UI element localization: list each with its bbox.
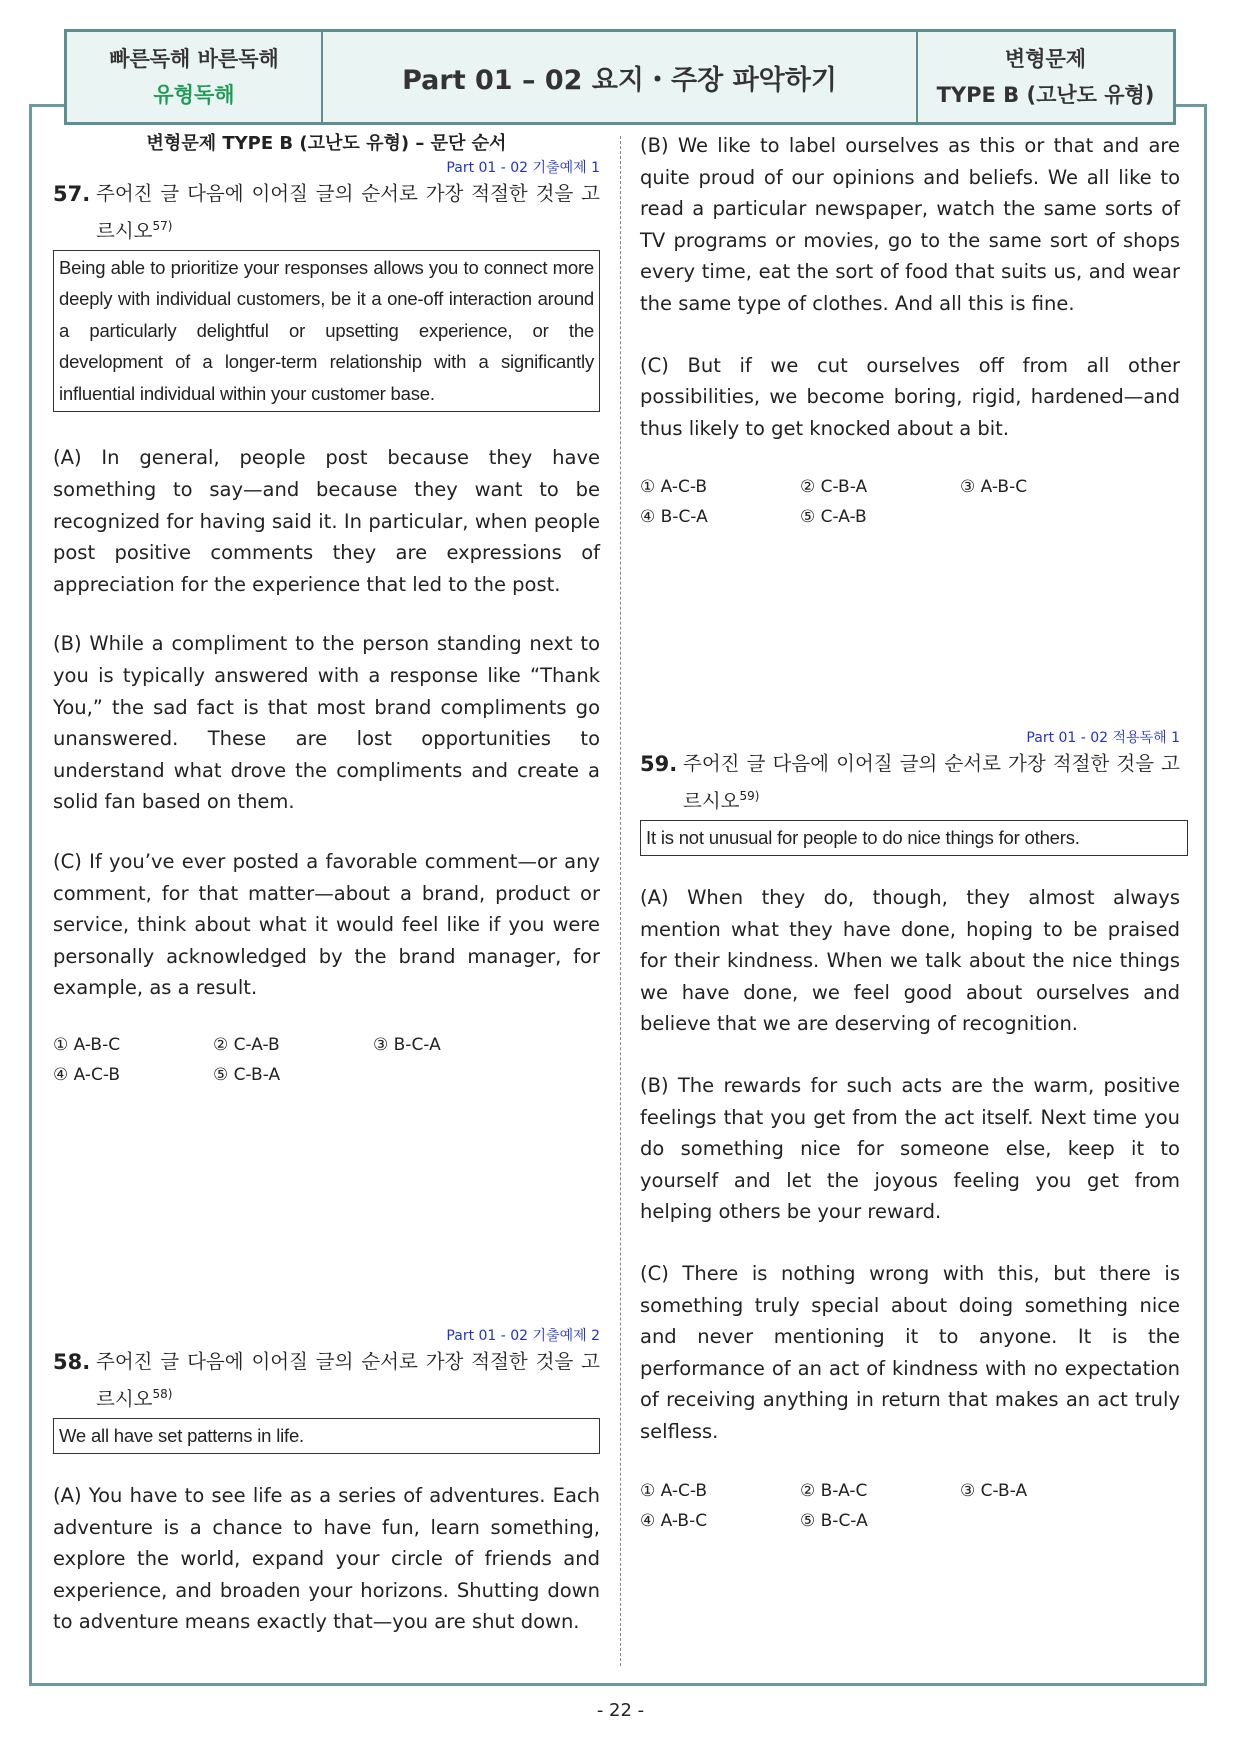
page-header bbox=[64, 29, 1176, 125]
q59-prompt: 주어진 글 다음에 이어질 글의 순서로 가장 적절한 것을 고르시오 bbox=[683, 752, 1180, 813]
right-column bbox=[640, 130, 1180, 532]
q59-paragraph-c: (C) There is nothing wrong with this, but there is something truly special about doing something nice and never mentioning it to anyone. It is the performance of an act of kindness with no expectation of receiving anything in return that makes an act truly selfless. bbox=[640, 1262, 1180, 1443]
q59-option-3[interactable]: ③ C-B-A bbox=[960, 1480, 1028, 1501]
book-title-line2: 유형독해 bbox=[153, 83, 235, 107]
q59-footnote: 59) bbox=[739, 789, 760, 803]
q57-option-5[interactable]: ⑤ C-B-A bbox=[213, 1064, 281, 1085]
q59-paragraph-a: (A) When they do, though, they almost always mention what they have done, hoping to be praised for their kindness. When we talk about the nice things we have done, we feel good about ourselves and believe that we are deserving of recognition. bbox=[640, 886, 1180, 1036]
q58-paragraph-c: (C) But if we cut ourselves off from all other possibilities, we become boring, rigid, hardened—and thus likely to get knocked about a bit. bbox=[640, 353, 1180, 440]
q57-paragraph-b: (B) While a compliment to the person standing next to you is typically answered with a response like “Thank You,” the sad fact is that most brand compliments go unanswered. These are lost opportunities to understand what drove the compliments and create a solid fan based on them. bbox=[53, 632, 600, 814]
header-chapter-title bbox=[323, 32, 918, 122]
q57-given-text: Being able to prioritize your responses allows you to connect more deeply with individual customers, be it a one-off interaction around a particularly delightful or upsetting experience, or the development of a longer-term relationship with a significantly influential individual within your customer base. bbox=[53, 250, 600, 413]
q58-option-1[interactable]: ① A-C-B bbox=[640, 477, 708, 498]
column-divider bbox=[620, 136, 621, 1666]
q57-paragraph-a: (A) In general, people post because they have something to say—and because they want to be recognized for having said it. In particular, when people post positive comments they are expressions of appreciation for the experience that led to the post. bbox=[53, 446, 600, 596]
left-column-q58 bbox=[53, 1326, 600, 1638]
q59-paragraph-b: (B) The rewards for such acts are the warm, positive feelings that you get from the act itself. Next time you do something nice for someone else, keep it to yourself and let the joyous feeling you get from helping others be your reward. bbox=[640, 1074, 1180, 1224]
chapter-title: Part 01 – 02 요지・주장 파악하기 bbox=[402, 64, 837, 96]
header-book-title bbox=[67, 32, 323, 122]
q58-options bbox=[640, 472, 1180, 532]
q58-option-4[interactable]: ④ B-C-A bbox=[640, 507, 708, 528]
q58-source: Part 01 - 02 기출예제 2 bbox=[446, 1328, 600, 1344]
page-number: - 22 - bbox=[596, 1700, 645, 1721]
q59-option-5[interactable]: ⑤ B-C-A bbox=[800, 1510, 868, 1531]
q57-option-4[interactable]: ④ A-C-B bbox=[53, 1064, 121, 1085]
q57-option-3[interactable]: ③ B-C-A bbox=[373, 1034, 441, 1055]
q59-question bbox=[640, 748, 1180, 818]
q57-question bbox=[53, 178, 600, 248]
q57-footnote: 57) bbox=[152, 219, 173, 233]
q57-option-1[interactable]: ① A-B-C bbox=[53, 1034, 121, 1055]
book-title-line1: 빠른독해 바른독해 bbox=[109, 47, 279, 71]
right-column-q59 bbox=[640, 728, 1180, 1536]
q57-paragraph-c: (C) If you’ve ever posted a favorable comment—or any comment, for that matter—about a brand, product or service, think about what it would feel like if you were personally acknowledged by the brand manager, for example, as a result. bbox=[53, 850, 600, 1000]
q58-paragraph-b: (B) We like to label ourselves as this or that and are quite proud of our opinions and beliefs. We all like to read a particular newspaper, watch the same sorts of TV programs or movies, go to the same sort of shops every time, eat the sort of food that suits us, and wear the same type of clothes. And all this is fine. bbox=[640, 134, 1180, 315]
q58-footnote: 58) bbox=[152, 1387, 173, 1401]
q59-source: Part 01 - 02 적용독해 1 bbox=[1026, 730, 1180, 746]
q58-given-text: We all have set patterns in life. bbox=[53, 1418, 600, 1455]
q58-number: 58. bbox=[53, 1350, 91, 1374]
section-title: 변형문제 TYPE B (고난도 유형) – 문단 순서 bbox=[146, 133, 507, 154]
q59-option-1[interactable]: ① A-C-B bbox=[640, 1480, 708, 1501]
type-line2: TYPE B (고난도 유형) bbox=[936, 83, 1155, 107]
q58-prompt: 주어진 글 다음에 이어질 글의 순서로 가장 적절한 것을 고르시오 bbox=[96, 1350, 600, 1411]
q58-question bbox=[53, 1346, 600, 1416]
header-type bbox=[918, 32, 1173, 122]
q59-options bbox=[640, 1476, 1180, 1536]
q59-given-text: It is not unusual for people to do nice things for others. bbox=[640, 820, 1188, 857]
q58-option-5[interactable]: ⑤ C-A-B bbox=[800, 507, 867, 528]
q59-option-4[interactable]: ④ A-B-C bbox=[640, 1510, 708, 1531]
q58-option-3[interactable]: ③ A-B-C bbox=[960, 477, 1028, 498]
left-column bbox=[53, 130, 600, 1090]
type-line1: 변형문제 bbox=[1004, 47, 1087, 71]
q57-option-2[interactable]: ② C-A-B bbox=[213, 1034, 280, 1055]
q58-paragraph-a: (A) You have to see life as a series of adventures. Each adventure is a chance to have fun, learn something, explore the world, expand your circle of friends and experience, and broaden your horizons. Shutting down to adventure means exactly that—you are shut down. bbox=[53, 1484, 600, 1634]
q57-source: Part 01 - 02 기출예제 1 bbox=[446, 160, 600, 176]
q59-number: 59. bbox=[640, 752, 678, 776]
q58-option-2[interactable]: ② C-B-A bbox=[800, 477, 868, 498]
q59-option-2[interactable]: ② B-A-C bbox=[800, 1480, 868, 1501]
q57-number: 57. bbox=[53, 182, 91, 206]
q57-options bbox=[53, 1030, 600, 1090]
q57-prompt: 주어진 글 다음에 이어질 글의 순서로 가장 적절한 것을 고르시오 bbox=[96, 182, 600, 243]
